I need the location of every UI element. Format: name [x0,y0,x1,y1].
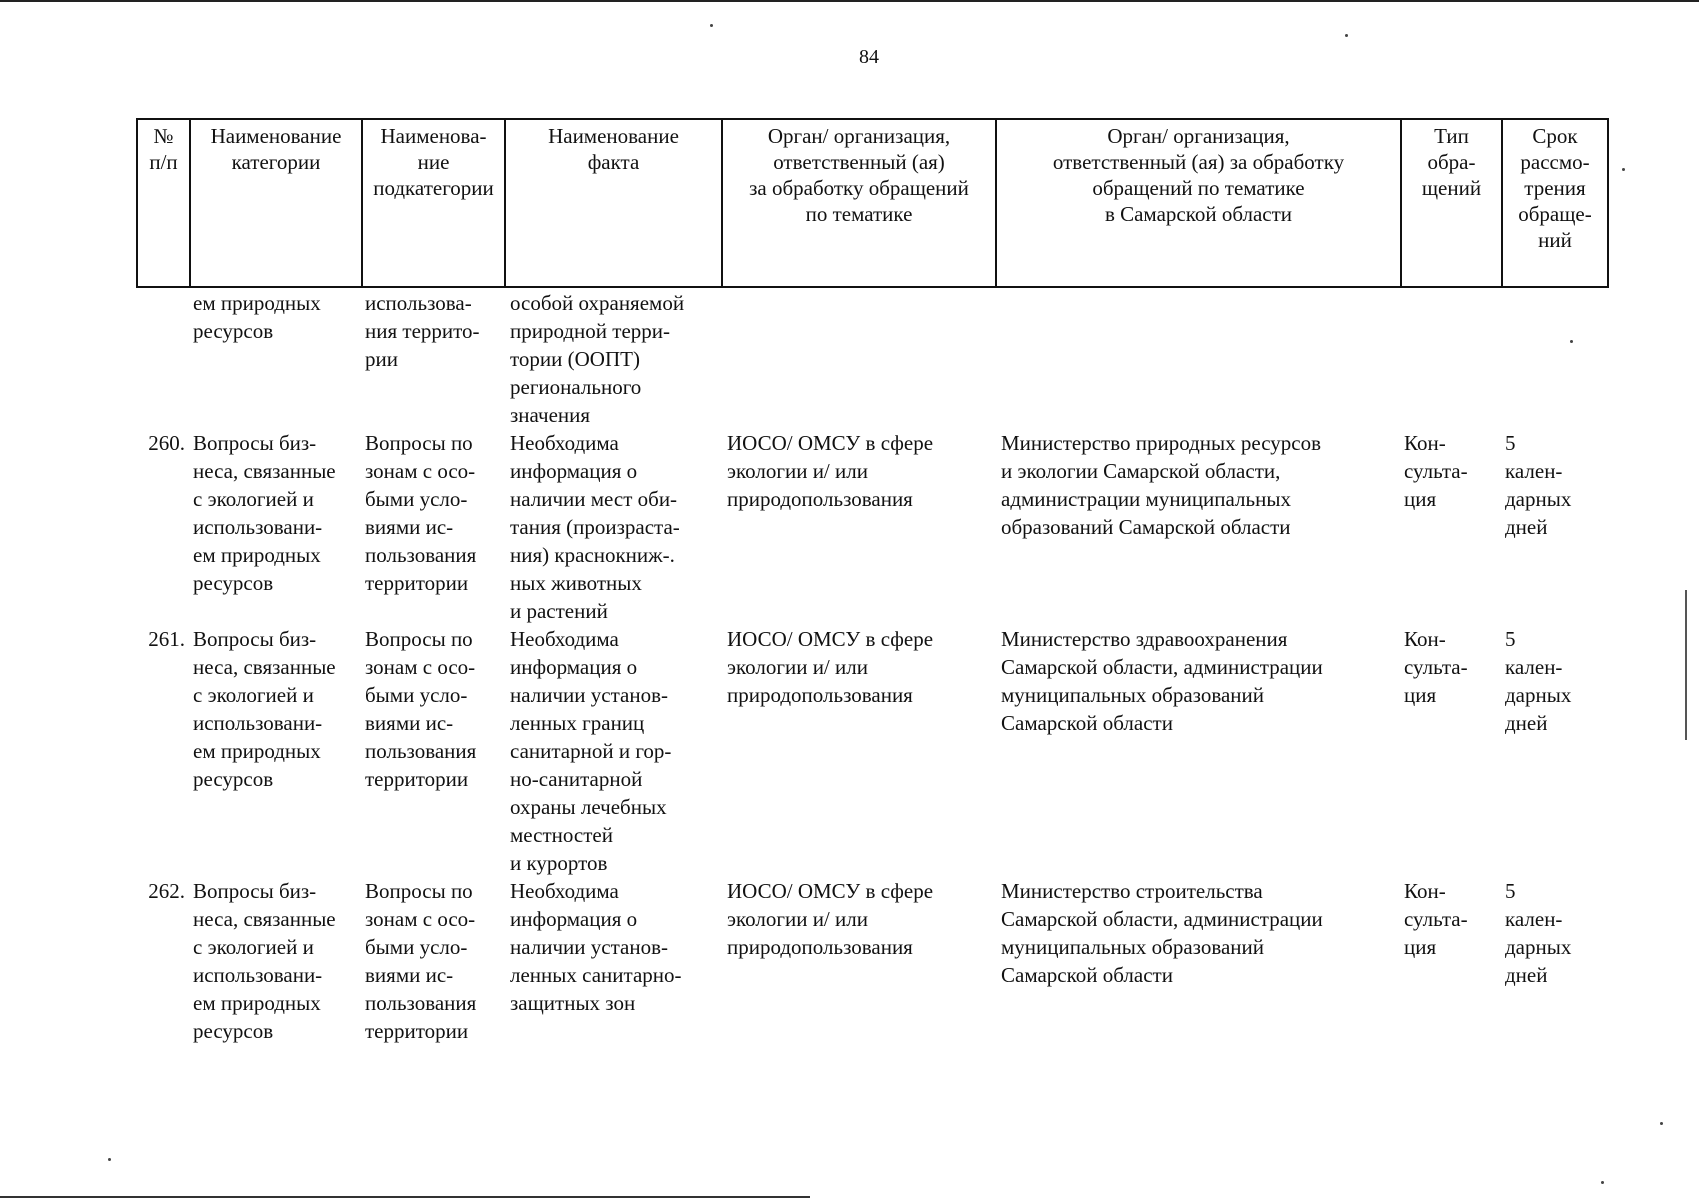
cell-text-line: Кон- [1404,627,1446,651]
header-subcategory [362,119,505,287]
cell-text-line: виями ис- [365,515,454,539]
cell-text-line: Самарской области [1001,711,1173,735]
cell-text-line: обра- [1427,150,1476,174]
cell-text-line: трения [1524,176,1586,200]
cell-text-line: экологии и/ или [727,459,868,483]
cell-text-line: в Самарской области [1104,202,1293,226]
cell-text-line: дней [1505,711,1548,735]
scan-border-bottom [0,1196,810,1198]
cell-text-line: ния террито- [365,319,480,343]
cell-text-line: виями ис- [365,963,454,987]
cell-text-line: экологии и/ или [727,655,868,679]
cell-text-line: дней [1505,963,1548,987]
table-row [136,877,1607,1045]
cell-text-line: наличии установ- [510,935,668,959]
cell-text-line: тания (произраста- [510,515,680,539]
cell-text-line: особой охраняемой [510,291,685,315]
type-cell [1400,877,1501,1045]
cell-text-line: наличии мест оби- [510,487,678,511]
cell-text-line: ИОСО/ ОМСУ в сфере [727,627,934,651]
cell-text-line: сульта- [1404,655,1468,679]
cell-text-line: информация о [510,459,638,483]
category-cell [189,877,361,1045]
cell-text-line: с экологией и [193,487,314,511]
type-cell [1400,429,1501,625]
header-num [137,119,190,287]
cell-text-line: Министерство строительства [1001,879,1263,903]
cell-text-line: ем природных [193,543,321,567]
cell-text-line: Необходима [510,431,619,455]
cell-text-line: ресурсов [193,1019,274,1043]
subcategory-cell [361,877,504,1045]
cell-text-line: образований Самарской области [1001,515,1291,539]
cell-text-line: за обработку обращений [749,176,969,200]
cell-text-line: Самарской области [1001,963,1173,987]
category-cell [189,429,361,625]
cell-text-line: ленных санитарно- [510,963,682,987]
cell-text-line: Наименование [548,124,679,148]
header-type [1401,119,1502,287]
cell-text-line: ИОСО/ ОМСУ в сфере [727,879,934,903]
cell-text-line: щений [1421,176,1482,200]
cell-text-line: № [153,124,174,148]
cell-text-line: Министерство здравоохранения [1001,627,1288,651]
table-row [136,625,1607,877]
cell-text-line: Необходима [510,879,619,903]
cell-text-line: неса, связанные [193,907,336,931]
cell-text-line: природопользования [727,935,913,959]
table-header [136,118,1609,288]
scan-speck [710,24,713,27]
cell-text-line: защитных зон [510,991,636,1015]
scan-speck [1601,1181,1604,1184]
cell-text-line: 5 [1505,879,1516,903]
subcategory-cell [361,289,504,429]
cell-text-line: зонам с осо- [365,655,476,679]
table-body [136,289,1607,1045]
cell-text-line: пользования [365,543,477,567]
cell-text-line: дней [1505,515,1548,539]
cell-text-line: ция [1404,487,1437,511]
cell-text-line: информация о [510,655,638,679]
cell-text-line: сульта- [1404,907,1468,931]
cell-text-line: Необходима [510,627,619,651]
org-cell [721,289,995,429]
header-term [1502,119,1608,287]
cell-text-line: обраще- [1518,202,1592,226]
type-cell [1400,289,1501,429]
cell-text-line: 5 [1505,627,1516,651]
cell-text-line: Орган/ организация, [767,124,951,148]
cell-text-line: быми усло- [365,487,468,511]
cell-text-line: Срок [1532,124,1578,148]
cell-text-line: природопользования [727,683,913,707]
org-cell [721,877,995,1045]
scan-speck [1345,34,1348,37]
cell-text-line: кален- [1505,655,1563,679]
cell-text-line: зонам с осо- [365,907,476,931]
cell-text-line: Вопросы биз- [193,627,317,651]
org-region-cell [995,625,1400,877]
fact-cell [504,625,721,877]
cell-text-line: природной терри- [510,319,671,343]
term-cell [1501,289,1607,429]
table-row [136,429,1607,625]
cell-text-line: наличии установ- [510,683,668,707]
cell-text-line: виями ис- [365,711,454,735]
cell-text-line: ем природных [193,991,321,1015]
cell-text-line: категории [231,150,321,174]
fact-cell [504,429,721,625]
cell-text-line: санитарной и гор- [510,739,672,763]
cell-text-line: быми усло- [365,683,468,707]
cell-text-line: по тематике [805,202,913,226]
cell-text-line: экологии и/ или [727,907,868,931]
table-row [136,289,1607,429]
cell-text-line: Наименова- [380,124,487,148]
cell-text-line: с экологией и [193,935,314,959]
org-region-cell [995,877,1400,1045]
cell-text-line: кален- [1505,459,1563,483]
cell-text-line: и экологии Самарской области, [1001,459,1281,483]
cell-text-line: значения [510,403,591,427]
cell-text-line: обращений по тематике [1092,176,1305,200]
cell-text-line: ция [1404,935,1437,959]
cell-text-line: ем природных [193,291,321,315]
row-number: 262. [148,879,185,903]
cell-text-line: Министерство природных ресурсов [1001,431,1322,455]
cell-text-line: муниципальных образований [1001,683,1264,707]
cell-text-line: Орган/ организация, [1107,124,1290,148]
scan-speck [1622,168,1625,171]
row-number: 261. [148,627,185,651]
cell-text-line: и курортов [510,851,608,875]
category-cell [189,625,361,877]
header-category [190,119,362,287]
subcategory-cell [361,429,504,625]
cell-text-line: Наименование [210,124,342,148]
org-cell [721,429,995,625]
scan-border-top [0,0,1699,2]
cell-text-line: Кон- [1404,879,1446,903]
term-cell [1501,625,1607,877]
page-number: 84 [859,46,879,68]
cell-text-line: факта [587,150,640,174]
cell-text-line: сульта- [1404,459,1468,483]
cell-text-line: территории [365,1019,469,1043]
cell-text-line: Вопросы по [365,431,473,455]
scan-speck [1660,1122,1663,1125]
scan-speck [108,1158,111,1161]
cell-text-line: ИОСО/ ОМСУ в сфере [727,431,934,455]
cell-text-line: ответственный (ая) [773,150,945,174]
cell-text-line: Вопросы по [365,879,473,903]
term-cell [1501,877,1607,1045]
cell-text-line: природопользования [727,487,913,511]
cell-text-line: ние [417,150,450,174]
cell-text-line: ресурсов [193,571,274,595]
cell-text-line: ция [1404,683,1437,707]
type-cell [1400,625,1501,877]
cell-text-line: ленных границ [510,711,645,735]
subcategory-cell [361,625,504,877]
cell-text-line: 5 [1505,431,1516,455]
cell-text-line: и растений [510,599,608,623]
cell-text-line: местностей [510,823,613,847]
scan-edge-line [1685,590,1687,740]
cell-text-line: пользования [365,991,477,1015]
cell-text-line: тории (ООПТ) [510,347,640,371]
cell-text-line: Самарской области, администрации [1001,655,1323,679]
fact-cell [504,877,721,1045]
header-org [722,119,996,287]
cell-text-line: регионального [510,375,642,399]
cell-text-line: использова- [365,291,472,315]
org-region-cell [995,289,1400,429]
cell-text-line: зонам с осо- [365,459,476,483]
cell-text-line: с экологией и [193,683,314,707]
cell-text-line: дарных [1505,935,1572,959]
term-cell [1501,429,1607,625]
cell-text-line: территории [365,767,469,791]
fact-cell [504,289,721,429]
cell-text-line: пользования [365,739,477,763]
cell-text-line: Тип [1434,124,1469,148]
cell-text-line: ресурсов [193,319,274,343]
cell-text-line: Вопросы по [365,627,473,651]
cell-text-line: но-санитарной [510,767,643,791]
cell-text-line: дарных [1505,683,1572,707]
cell-text-line: администрации муниципальных [1001,487,1291,511]
cell-text-line: п/п [149,150,178,174]
org-region-cell [995,429,1400,625]
cell-text-line: территории [365,571,469,595]
category-cell [189,289,361,429]
cell-text-line: подкатегории [373,176,494,200]
cell-text-line: кален- [1505,907,1563,931]
header-fact [505,119,722,287]
cell-text-line: ответственный (ая) за обработку [1052,150,1345,174]
cell-text-line: Вопросы биз- [193,879,317,903]
cell-text-line: неса, связанные [193,459,336,483]
header-org-region [996,119,1401,287]
cell-text-line: рассмо- [1520,150,1590,174]
cell-text-line: использовани- [193,711,323,735]
cell-text-line: Кон- [1404,431,1446,455]
cell-text-line: ний [1538,228,1572,252]
cell-text-line: рии [365,347,398,371]
cell-text-line: ем природных [193,739,321,763]
cell-text-line: информация о [510,907,638,931]
row-number: 260. [148,431,185,455]
row-number [136,289,189,429]
cell-text-line: охраны лечебных [510,795,667,819]
cell-text-line: неса, связанные [193,655,336,679]
cell-text-line: ных животных [510,571,642,595]
cell-text-line: ресурсов [193,767,274,791]
cell-text-line: быми усло- [365,935,468,959]
cell-text-line: использовани- [193,963,323,987]
cell-text-line: дарных [1505,487,1572,511]
cell-text-line: Самарской области, администрации [1001,907,1323,931]
org-cell [721,625,995,877]
cell-text-line: муниципальных образований [1001,935,1264,959]
cell-text-line: использовани- [193,515,323,539]
cell-text-line: Вопросы биз- [193,431,317,455]
cell-text-line: ния) краснокниж-. [510,543,675,567]
